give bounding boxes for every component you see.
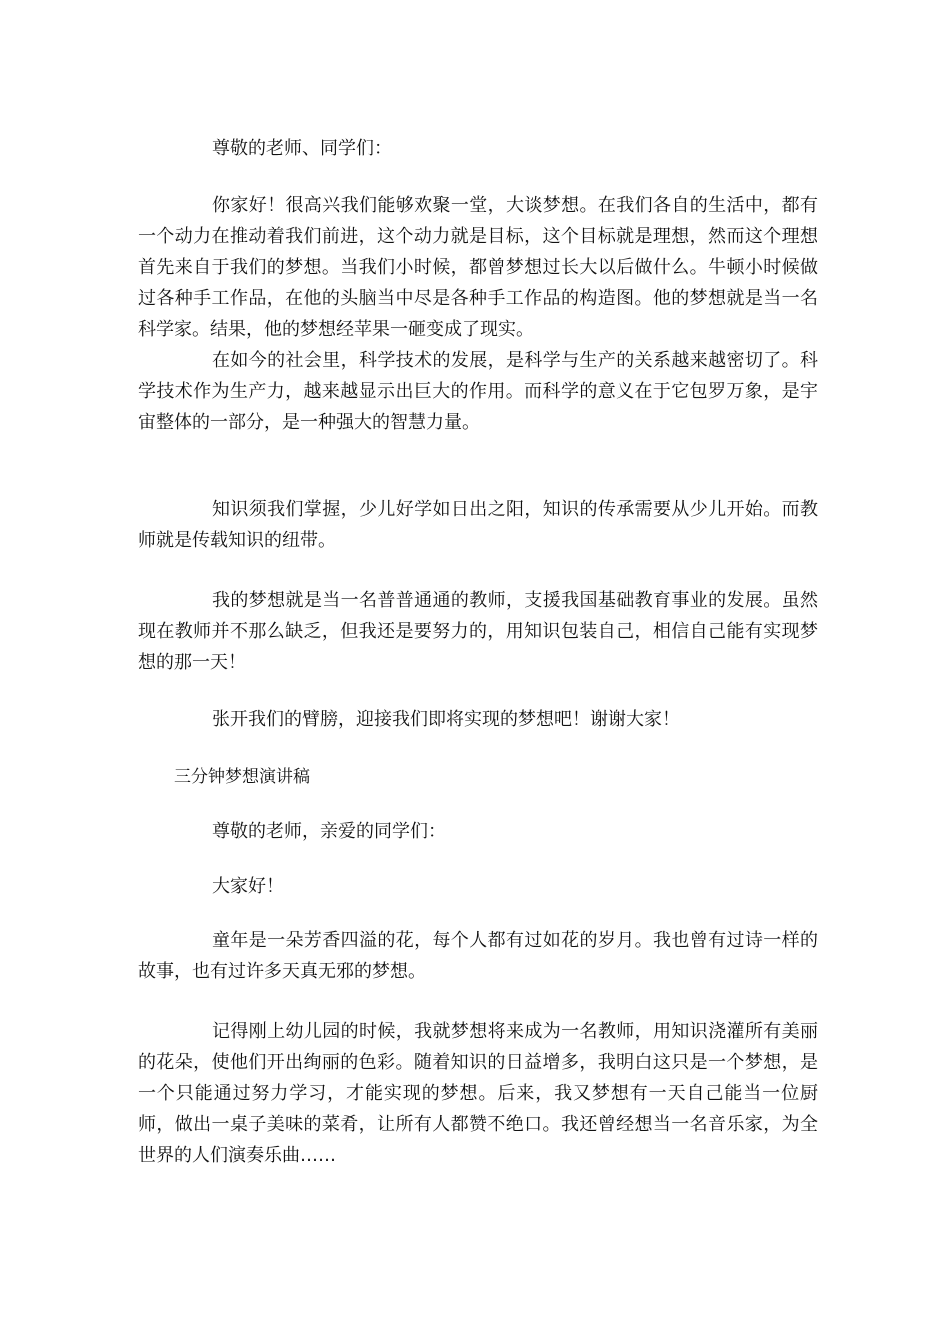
paragraph-teacher-dream: 我的梦想就是当一名普普通通的教师，支援我国基础教育事业的发展。虽然现在教师并不那么缺乏，但我还是要努力的，用知识包装自己，相信自己能有实现梦想的那一天！ bbox=[138, 590, 818, 673]
paragraph-closing: 张开我们的臂膀，迎接我们即将实现的梦想吧！谢谢大家！ bbox=[212, 709, 680, 730]
paragraph-knowledge: 知识须我们掌握，少儿好学如日出之阳，知识的传承需要从少儿开始。而教师就是传载知识的纽带。 bbox=[138, 499, 818, 551]
salutation-2: 尊敬的老师，亲爱的同学们： bbox=[212, 821, 446, 842]
paragraph-science: 在如今的社会里，科学技术的发展，是科学与生产的关系越来越密切了。科学技术作为生产力，越来越显示出巨大的作用。而科学的意义在于它包罗万象，是宇宙整体的一部分，是一种强大的智慧力量。 bbox=[138, 350, 818, 433]
paragraph-intro: 你家好！很高兴我们能够欢聚一堂，大谈梦想。在我们各自的生活中，都有一个动力在推动着我们前进，这个动力就是目标，这个目标就是理想，然而这个理想首先来自于我们的梦想。当我们小时候，都曾梦想过长大以后做什么。牛顿小时候做过各种手工作品，在他的头脑当中尽是各种手工作品的构造图。他的梦想就是当一名科学家。结果，他的梦想经苹果一砸变成了现实。 bbox=[138, 195, 818, 340]
paragraph-childhood: 童年是一朵芳香四溢的花，每个人都有过如花的岁月。我也曾有过诗一样的故事，也有过许多天真无邪的梦想。 bbox=[138, 930, 818, 982]
greeting: 大家好！ bbox=[212, 876, 284, 897]
salutation-1: 尊敬的老师、同学们： bbox=[212, 138, 392, 159]
section-title: 三分钟梦想演讲稿 bbox=[174, 767, 310, 787]
paragraph-kindergarten: 记得刚上幼儿园的时候，我就梦想将来成为一名教师，用知识浇灌所有美丽的花朵，使他们开出绚丽的色彩。随着知识的日益增多，我明白这只是一个梦想，是一个只能通过努力学习，才能实现的梦想。后来，我又梦想有一天自己能当一位厨师，做出一桌子美味的菜肴，让所有人都赞不绝口。我还曾经想当一名音乐家，为全世界的人们演奏乐曲…… bbox=[138, 1021, 818, 1166]
